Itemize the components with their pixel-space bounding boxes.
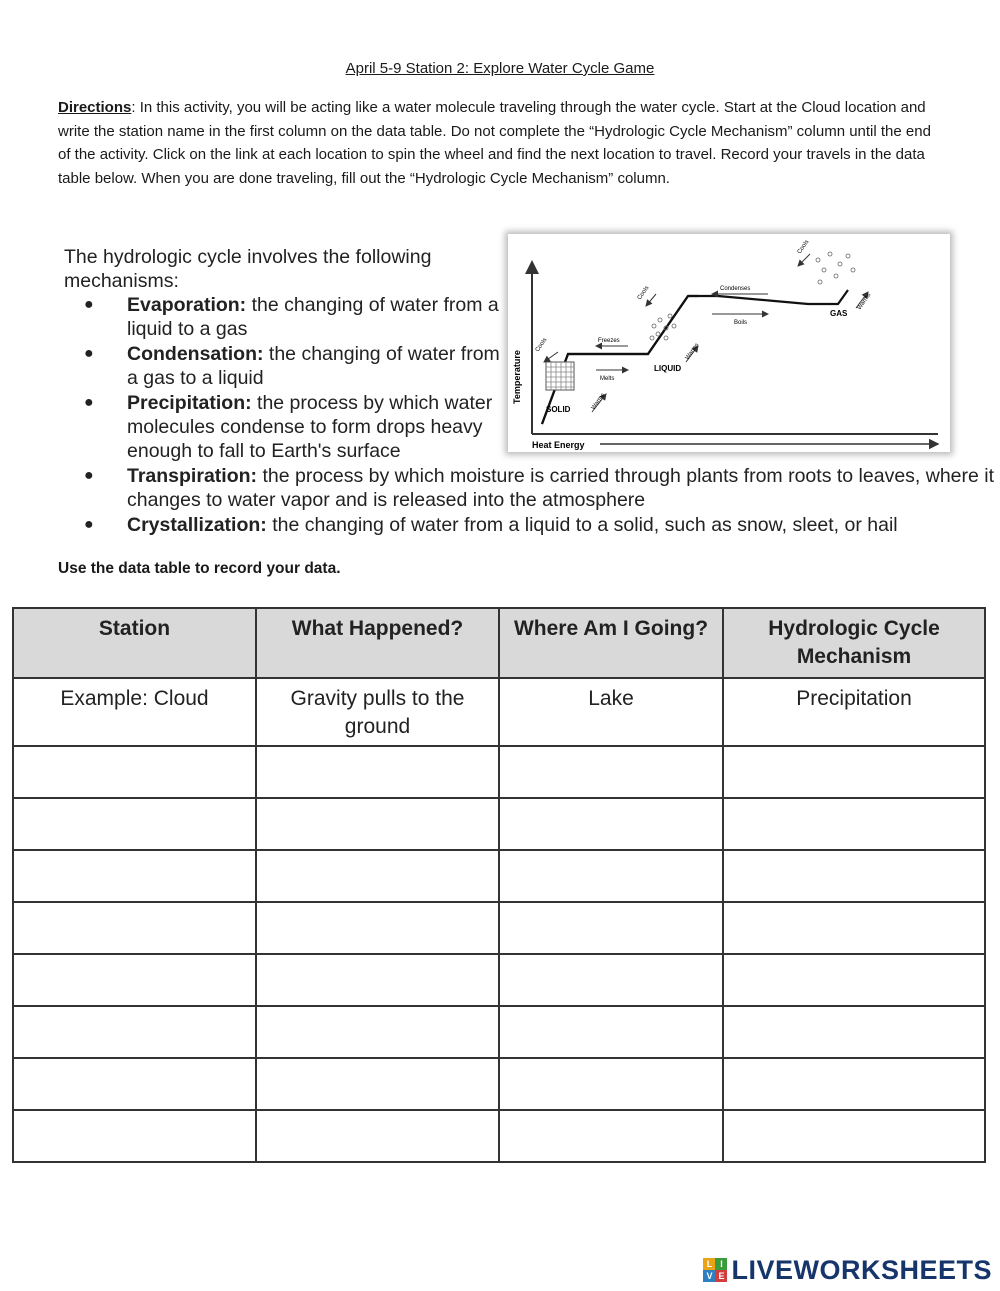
where-going-input-cell[interactable] xyxy=(499,1006,723,1058)
mechanism-input-cell[interactable] xyxy=(723,954,985,1006)
liquid-label: LIQUID xyxy=(654,364,682,373)
table-row xyxy=(13,1058,985,1110)
mechanism-definition: the process by which moisture is carried through plants from roots to leaves, where it changes to water vapor and is released into the atmosphere xyxy=(127,464,995,512)
table-row xyxy=(13,850,985,902)
where-going-input-cell[interactable] xyxy=(499,1058,723,1110)
logo-letter: L xyxy=(703,1258,715,1270)
station-input-cell[interactable] xyxy=(13,798,256,850)
mechanism-input-cell[interactable] xyxy=(723,850,985,902)
mechanism-definition: the changing of water from a liquid to a solid, such as snow, sleet, or hail xyxy=(266,513,898,536)
station-input-cell[interactable] xyxy=(13,746,256,798)
mechanism-item xyxy=(82,293,507,342)
cools-arrow-3 xyxy=(798,254,810,266)
directions-label: Directions xyxy=(58,99,132,116)
warms-label-2: Warms xyxy=(684,342,701,362)
y-axis-label: Temperature xyxy=(512,350,522,404)
mechanism-item xyxy=(82,391,527,464)
mechanism-definition: the changing of water from a gas to a liquid xyxy=(127,342,500,390)
bullet-icon: ● xyxy=(84,393,94,411)
bullet-icon: ● xyxy=(84,344,94,362)
cools-label-2: Cools xyxy=(636,285,651,302)
liveworksheets-logo[interactable] xyxy=(703,1255,992,1285)
mechanism-item xyxy=(82,342,507,391)
station-input-cell[interactable] xyxy=(13,954,256,1006)
what-happened-input-cell[interactable] xyxy=(256,746,499,798)
logo-letter: I xyxy=(715,1258,727,1270)
mechanism-input-cell[interactable] xyxy=(723,798,985,850)
mechanism-input-cell[interactable] xyxy=(723,1110,985,1162)
mechanism-item xyxy=(82,513,1000,537)
what-happened-input-cell[interactable] xyxy=(256,902,499,954)
example-row xyxy=(13,678,985,746)
what-happened-input-cell[interactable] xyxy=(256,954,499,1006)
table-row xyxy=(13,954,985,1006)
what-happened-input-cell[interactable] xyxy=(256,850,499,902)
header-station: Station xyxy=(13,608,256,678)
bullet-icon: ● xyxy=(84,296,94,313)
bullet-icon: ● xyxy=(84,466,94,484)
what-happened-input-cell[interactable] xyxy=(256,1110,499,1162)
mechanism-term: Crystallization: xyxy=(127,513,267,536)
mechanism-term: Precipitation: xyxy=(127,391,252,414)
solid-label: SOLID xyxy=(546,405,571,414)
table-instruction: Use the data table to record your data. xyxy=(58,560,341,577)
mechanisms-intro: The hydrologic cycle involves the following mechanisms: xyxy=(64,246,432,293)
mechanism-input-cell[interactable] xyxy=(723,1058,985,1110)
warms-label-1: Warms xyxy=(590,392,607,412)
cools-label-3: Cools xyxy=(796,239,811,256)
where-going-input-cell[interactable] xyxy=(499,798,723,850)
where-going-input-cell[interactable] xyxy=(499,746,723,798)
what-happened-input-cell[interactable] xyxy=(256,1058,499,1110)
station-input-cell[interactable] xyxy=(13,902,256,954)
table-row xyxy=(13,746,985,798)
cools-arrow-2 xyxy=(646,294,656,306)
where-going-input-cell[interactable] xyxy=(499,1110,723,1162)
mechanism-term: Condensation: xyxy=(127,342,264,365)
logo-letter: E xyxy=(715,1270,727,1282)
table-row xyxy=(13,902,985,954)
header-what-happened: What Happened? xyxy=(256,608,499,678)
gas-label: GAS xyxy=(830,309,848,318)
warms-label-3: Warms xyxy=(856,292,873,312)
x-axis-label: Heat Energy xyxy=(532,440,585,450)
example-what-happened-cell: Gravity pulls to the ground xyxy=(256,678,499,746)
station-input-cell[interactable] xyxy=(13,850,256,902)
directions-text: : In this activity, you will be acting like a water molecule traveling through the water cycle. Start at the Cloud location and write the station name in the first column on the data table. Do not complete the “Hydrologic Cycle Mechanism” column until the end of the activity. Click on the link at each location to spin the wheel and find the next location to travel. Record your travels in the data table below. When you are done traveling, fill out the “Hydrologic Cycle Mechanism” column. xyxy=(58,99,931,187)
what-happened-input-cell[interactable] xyxy=(256,798,499,850)
where-going-input-cell[interactable] xyxy=(499,954,723,1006)
mechanism-definition: the changing of water from a liquid to a gas xyxy=(127,294,499,341)
mechanism-term: Evaporation: xyxy=(127,294,247,316)
station-input-cell[interactable] xyxy=(13,1058,256,1110)
mechanism-item xyxy=(82,464,1000,513)
melts-label: Melts xyxy=(600,376,615,382)
where-going-input-cell[interactable] xyxy=(499,902,723,954)
example-mechanism-cell: Precipitation xyxy=(723,678,985,746)
header-where-going: Where Am I Going? xyxy=(499,608,723,678)
phase-change-svg xyxy=(508,234,950,452)
table-header-row xyxy=(13,608,985,678)
liveworksheets-wordmark: LIVEWORKSHEETS xyxy=(731,1254,992,1285)
example-station-cell: Example: Cloud xyxy=(13,678,256,746)
directions-paragraph xyxy=(58,96,938,190)
station-input-cell[interactable] xyxy=(13,1006,256,1058)
cools-arrow-1 xyxy=(544,352,558,362)
boils-label: Boils xyxy=(734,320,748,326)
liveworksheets-icon xyxy=(703,1258,727,1282)
condenses-label: Condenses xyxy=(720,286,751,292)
mechanism-term: Transpiration: xyxy=(127,464,258,487)
mechanism-input-cell[interactable] xyxy=(723,902,985,954)
table-row xyxy=(13,1006,985,1058)
what-happened-input-cell[interactable] xyxy=(256,1006,499,1058)
station-input-cell[interactable] xyxy=(13,1110,256,1162)
example-where-going-cell: Lake xyxy=(499,678,723,746)
header-mechanism: Hydrologic Cycle Mechanism xyxy=(723,608,985,678)
where-going-input-cell[interactable] xyxy=(499,850,723,902)
solid-grid-icon xyxy=(546,362,574,390)
page-title: April 5-9 Station 2: Explore Water Cycle Game xyxy=(345,60,655,77)
logo-letter: V xyxy=(703,1270,715,1282)
freezes-label: Freezes xyxy=(598,338,620,344)
phase-change-diagram xyxy=(508,234,950,452)
bullet-icon: ● xyxy=(84,515,94,533)
mechanism-input-cell[interactable] xyxy=(723,1006,985,1058)
mechanism-input-cell[interactable] xyxy=(723,746,985,798)
table-row xyxy=(13,1110,985,1162)
gas-molecules-icon xyxy=(816,252,855,284)
data-table xyxy=(12,607,986,1163)
cools-label-1: Cools xyxy=(534,337,549,354)
table-row xyxy=(13,798,985,850)
heating-curve xyxy=(542,290,848,424)
mechanism-definition: the process by which water molecules condense to form drops heavy enough to fall to Earth's surface xyxy=(127,391,493,463)
